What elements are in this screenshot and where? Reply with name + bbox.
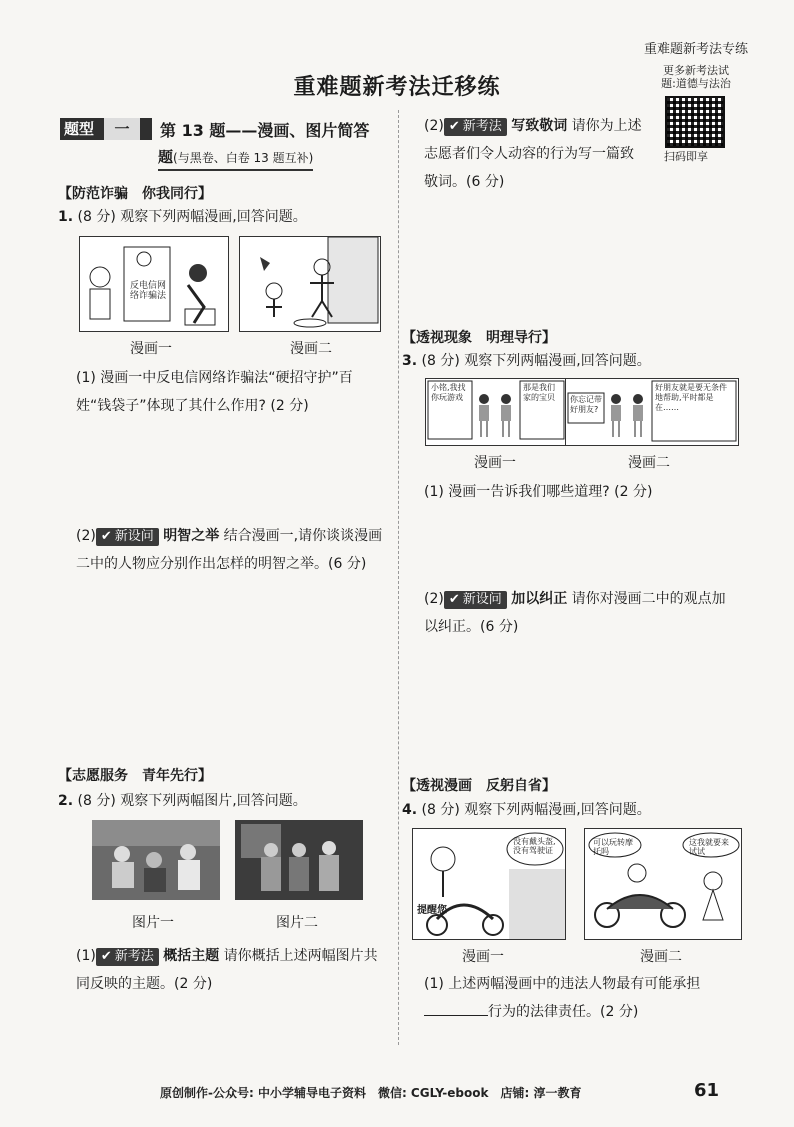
page-number: 61 (694, 1080, 720, 1101)
photo-2-1 (92, 820, 220, 900)
cartoon-3-2-caption: 漫画二 (628, 455, 670, 471)
cartoon-4-1 (412, 828, 566, 940)
question-type-badge (60, 118, 152, 140)
question-3-stem (402, 347, 651, 375)
part-number: (2) (424, 118, 444, 134)
sign-label: 提醒您 (417, 905, 447, 916)
new-question-tag: ✔ 新设问 (96, 528, 159, 546)
part-keyword: 概括主题 (163, 948, 220, 964)
part-number: (2) (76, 528, 96, 544)
part-text: 请你对漫画二中的观点加以纠正。(6 分) (424, 591, 726, 635)
question-1-part-1: (1) 漫画一中反电信网络诈骗法“硬招守护”百姓“钱袋子”体现了其什么作用? (2 分) (76, 370, 353, 414)
new-question-tag: ✔ 新设问 (444, 591, 507, 609)
question-3-text: (8 分) 观察下列两幅漫画,回答问题。 (421, 353, 651, 369)
photo-2-2-caption: 图片二 (276, 915, 318, 931)
photo-2-1-caption: 图片一 (132, 915, 174, 931)
page-title: 重难题新考法迁移练 (293, 75, 501, 100)
speech-bubble: 好朋友就是要无条件地帮助,平时都是在…… (655, 383, 727, 412)
part-text: (1) 上述两幅漫画中的违法人物最有可能承担 (424, 976, 701, 992)
question-4-part-1 (424, 970, 734, 1026)
part-text: 请你概括上述两幅图片共同反映的主题。(2 分) (76, 948, 378, 992)
cartoon-4-1-caption: 漫画一 (462, 949, 504, 965)
type-number: 一 (104, 118, 140, 140)
topic-heading-volunteer: 【志愿服务 青年先行】 (58, 768, 212, 784)
subheading-main: 题 (158, 148, 174, 166)
qr-code[interactable] (665, 96, 725, 148)
question-2-stem (58, 787, 307, 815)
question-2-part-1 (76, 942, 386, 998)
speech-bubble: 那是我们家的宝贝 (523, 383, 555, 402)
speech-bubble: 你忘记带好朋友? (570, 395, 602, 414)
speech-bubble: 小铭,我找你玩游戏 (431, 383, 466, 402)
part-keyword: 写致敬词 (511, 118, 568, 134)
question-2-text: (8 分) 观察下列两幅图片,回答问题。 (77, 793, 307, 809)
cartoon-1-2 (239, 236, 381, 332)
topic-heading-fraud: 【防范诈骗 你我同行】 (58, 186, 212, 202)
cartoon-4-2 (584, 828, 742, 940)
qr-caption: 更多新考法试题:道德与法治 (661, 64, 731, 90)
topic-heading-phenomenon: 【透视现象 明理导行】 (402, 330, 556, 346)
cartoon-1-2-caption: 漫画二 (290, 341, 332, 357)
cartoon-1-1-caption: 漫画一 (130, 341, 172, 357)
cartoon-3-1-caption: 漫画一 (474, 455, 516, 471)
cartoon-3-2 (565, 378, 739, 446)
cartoon-4-2-caption: 漫画二 (640, 949, 682, 965)
topic-heading-reflect: 【透视漫画 反躬自省】 (402, 778, 556, 794)
speech-bubble: 可以玩转摩托吗 (593, 838, 633, 856)
question-2-number: 2. (58, 793, 74, 809)
cartoon-1-1-label: 反电信网络诈骗法 (130, 281, 167, 301)
question-2-part-2 (424, 112, 642, 196)
subheading-note: (与黑卷、白卷 13 题互补) (173, 151, 314, 165)
footer-credit: 原创制作-公众号: 中小学辅导电子资料 微信: CGLY-ebook 店铺: 淳一教育 (160, 1086, 582, 1100)
question-1-text: (8 分) 观察下列两幅漫画,回答问题。 (77, 209, 307, 225)
question-3-part-2 (424, 585, 734, 641)
question-4-number: 4. (402, 802, 418, 818)
answer-blank[interactable] (424, 1015, 488, 1016)
speech-bubble: 没有戴头盔,没有驾驶证 (513, 837, 556, 855)
type-prefix: 题型 (64, 120, 95, 138)
question-3-part-1: (1) 漫画一告诉我们哪些道理? (2 分) (424, 484, 653, 500)
question-4-text: (8 分) 观察下列两幅漫画,回答问题。 (421, 802, 651, 818)
section-heading: 第 13 题——漫画、图片简答 (160, 121, 370, 140)
part-number: (2) (424, 591, 444, 607)
part-text: 结合漫画一,请你谈谈漫画二中的人物应分别作出怎样的明智之举。(6 分) (76, 528, 383, 572)
speech-bubble: 这我就要来试试 (689, 838, 729, 856)
part-keyword: 加以纠正 (511, 591, 568, 607)
part-number: (1) (76, 948, 96, 964)
part-keyword: 明智之举 (163, 528, 220, 544)
cartoon-1-1 (79, 236, 229, 332)
photo-2-2 (235, 820, 363, 900)
new-method-tag: ✔ 新考法 (444, 118, 507, 136)
column-divider (398, 110, 399, 1045)
part-text: 请你为上述志愿者们令人动容的行为写一篇致敬词。(6 分) (424, 118, 642, 190)
question-3-number: 3. (402, 353, 418, 369)
question-1-part-2 (76, 522, 386, 578)
question-4-stem (402, 796, 651, 824)
cartoon-3-1 (425, 378, 567, 446)
new-method-tag: ✔ 新考法 (96, 948, 159, 966)
section-subheading (158, 146, 313, 171)
qr-label: 扫码即享 (664, 150, 708, 163)
series-title: 重难题新考法专练 (643, 42, 748, 57)
question-1-number: 1. (58, 209, 74, 225)
part-text: 行为的法律责任。(2 分) (488, 1004, 639, 1020)
question-1-stem (58, 203, 307, 231)
